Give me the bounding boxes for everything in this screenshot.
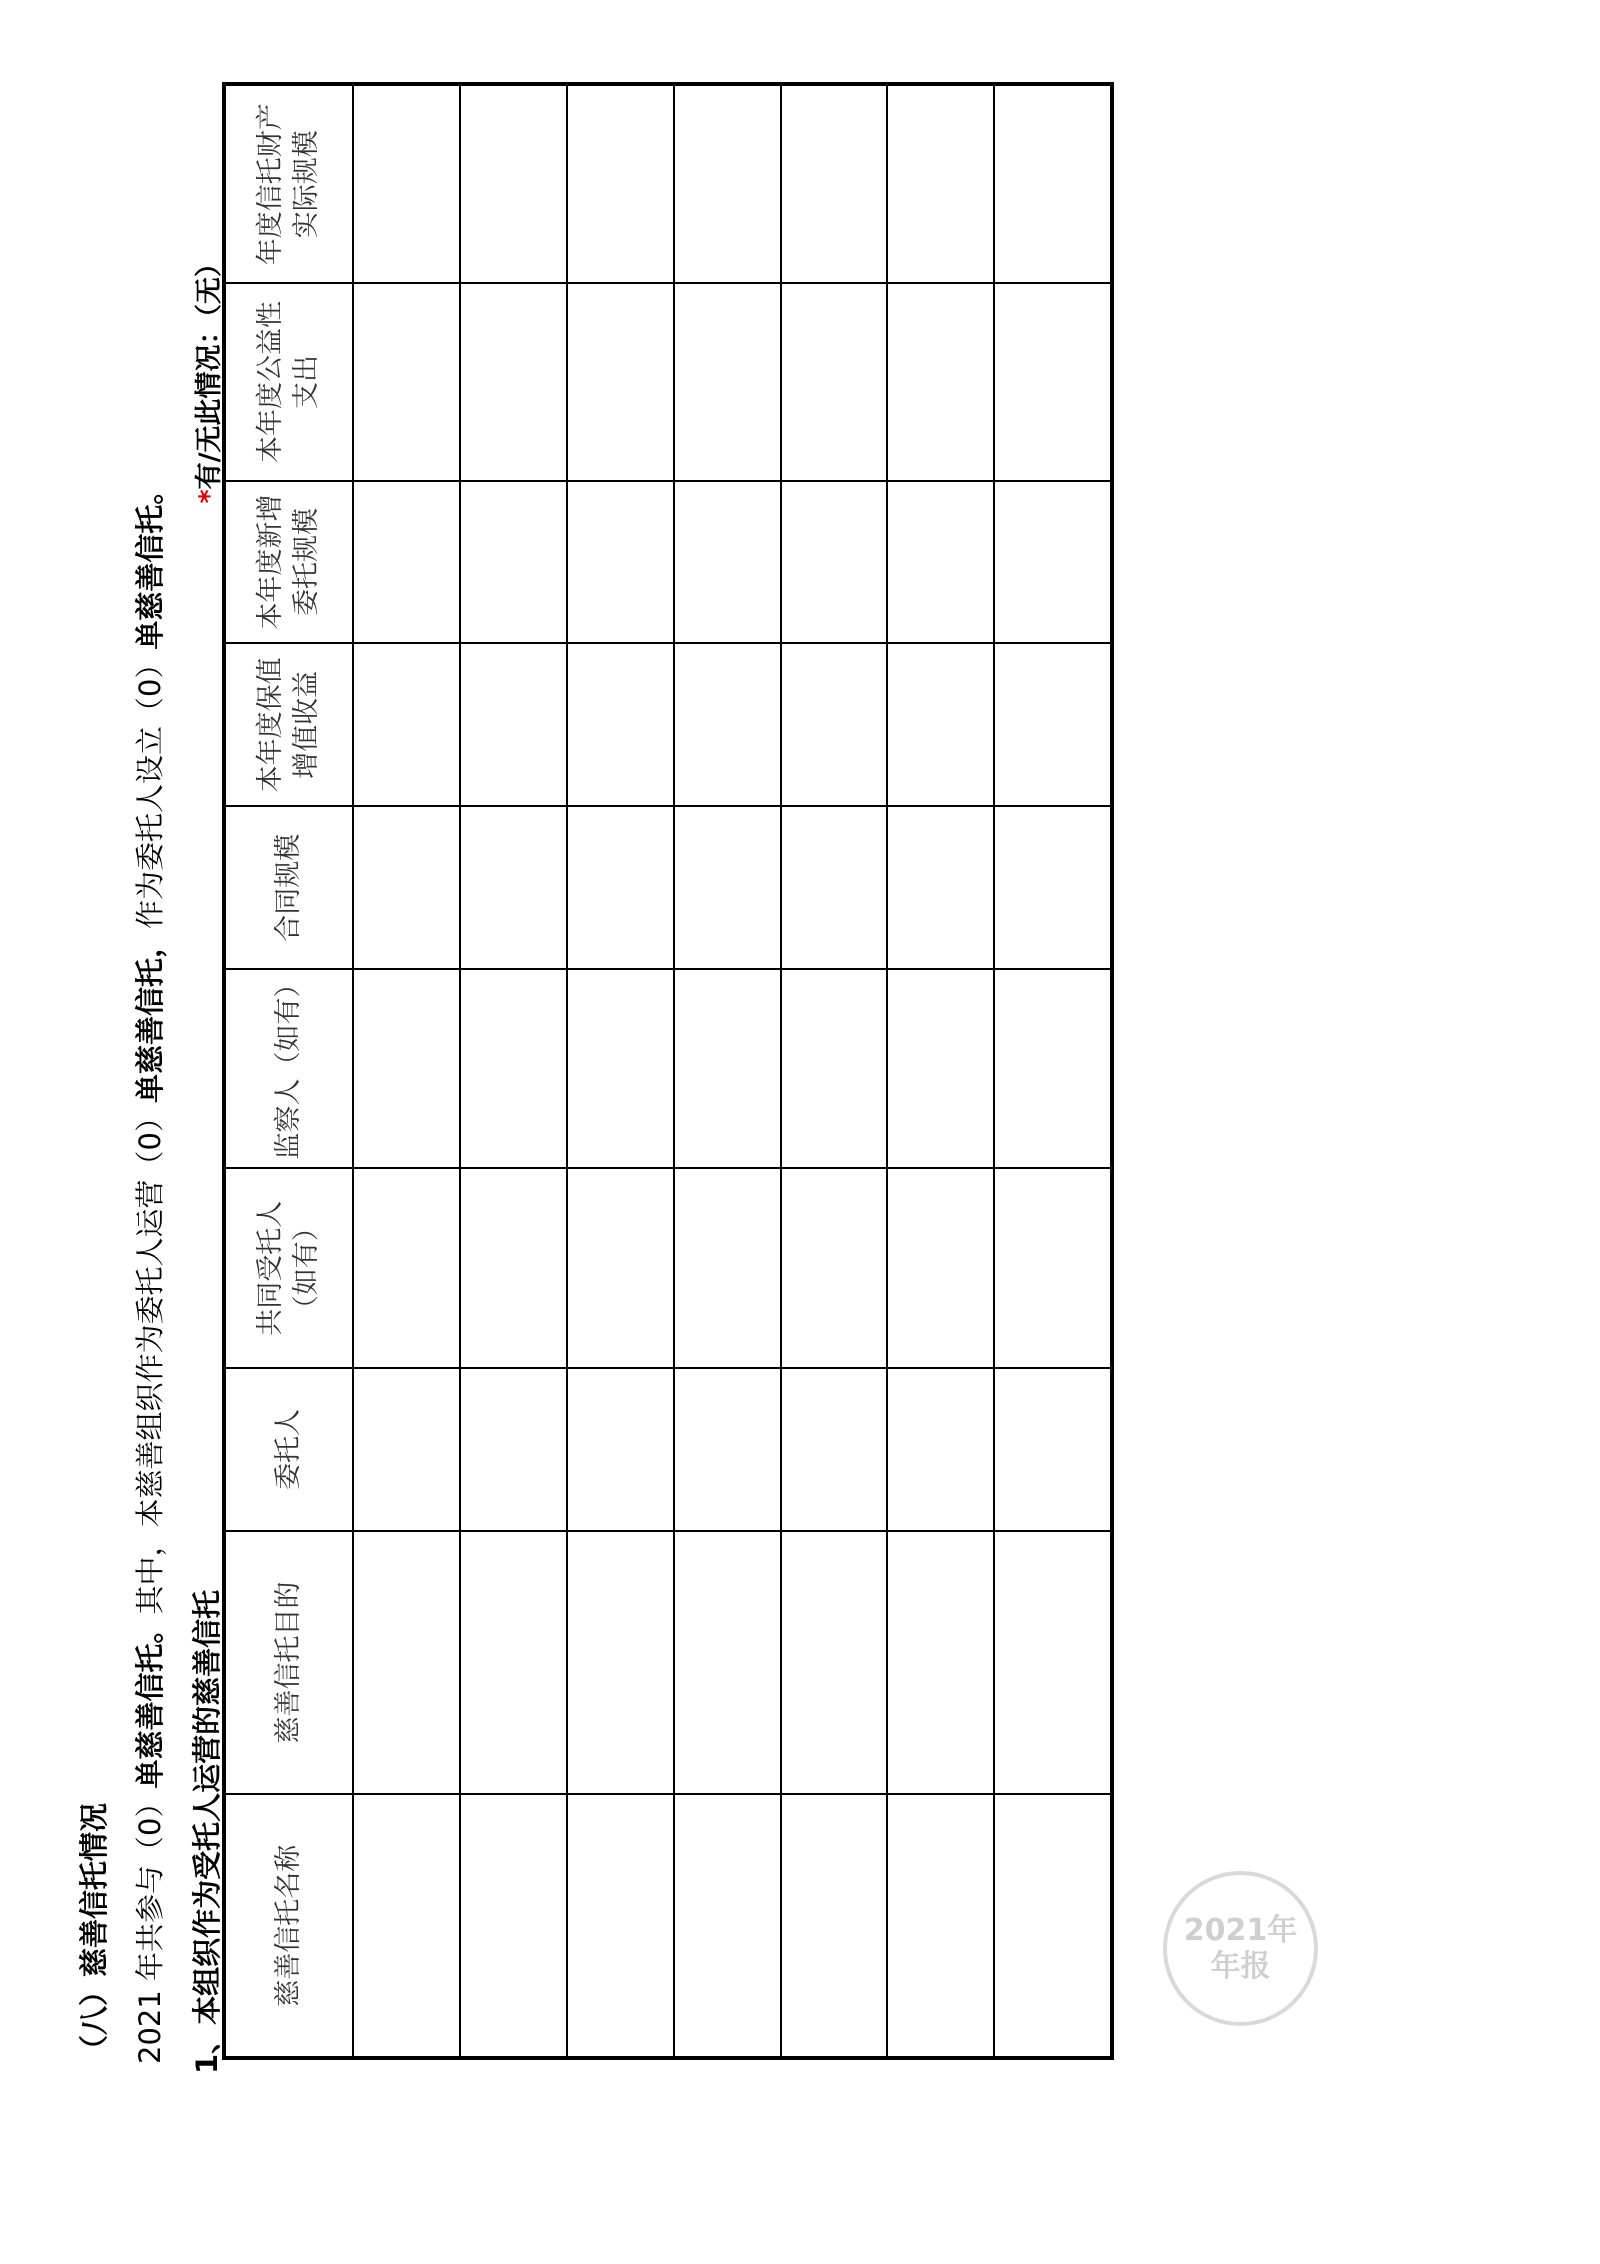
table-cell [674,1169,781,1368]
table-cell [781,1368,888,1531]
table-cell [781,1169,888,1368]
table-cell [674,1531,781,1795]
header-cell: 年度信托财产实际规模 [224,84,353,283]
table-cell [567,481,674,644]
summary-part-2: 单慈善信托。 [133,1614,167,1789]
table-row [674,84,781,2058]
summary-part-6: 单慈善信托。 [133,475,167,650]
table-cell [353,643,460,806]
table-cell [887,1368,994,1531]
summary-part-5: 作为委托人设立（0） [133,649,167,930]
table-cell [353,1794,460,2058]
header-cell: 慈善信托名称 [224,1794,353,2058]
table-cell [460,283,567,480]
table-cell [887,1531,994,1795]
watermark-line-1: 2021年 [1183,1912,1298,1948]
table-row [994,84,1112,2058]
table-cell [567,806,674,969]
status-indicator [187,250,226,504]
table-cell [674,643,781,806]
table-cell [567,1794,674,2058]
header-cell: 监察人（如有） [224,969,353,1168]
table-cell [781,1531,888,1795]
table-cell [353,1531,460,1795]
table-cell [674,481,781,644]
header-cell: 本年度公益性支出 [224,283,353,480]
table-cell [887,1794,994,2058]
table-header-row [224,84,353,2058]
table-cell [781,806,888,969]
subsection-title: 1、本组织作为受托人运营的慈善信托 [190,1589,224,2074]
table-cell [887,1169,994,1368]
table-cell [887,84,994,283]
table-cell [994,806,1112,969]
watermark-line-2: 年报 [1210,1948,1271,1984]
table-cell [887,643,994,806]
table-cell [353,969,460,1168]
table-cell [994,283,1112,480]
table-cell [460,1169,567,1368]
table-cell [460,1531,567,1795]
header-cell: 委托人 [224,1368,353,1531]
table-cell [460,643,567,806]
table-cell [674,1368,781,1531]
table-cell [994,643,1112,806]
table-cell [781,969,888,1168]
table-cell [460,1794,567,2058]
table-cell [567,1169,674,1368]
status-label: 有/无此情况：（无） [194,250,225,490]
table-cell [353,1169,460,1368]
table-cell [994,1531,1112,1795]
table-row [567,84,674,2058]
table-cell [781,481,888,644]
table-cell [887,283,994,480]
table-cell [781,1794,888,2058]
table-cell [887,806,994,969]
summary-part-1: 2021 年共参与（0） [133,1788,167,2064]
table-cell [460,1368,567,1531]
table-cell [353,806,460,969]
table-cell [567,1368,674,1531]
charity-trust-table [222,82,1114,2060]
header-cell: 本年度新增委托规模 [224,481,353,644]
table-cell [674,969,781,1168]
table-cell [994,1368,1112,1531]
table-cell [887,969,994,1168]
table-body [353,84,1112,2058]
table-cell [353,84,460,283]
table-cell [887,481,994,644]
header-cell: 合同规模 [224,806,353,969]
table-cell [567,283,674,480]
table-cell [994,1794,1112,2058]
table-cell [674,84,781,283]
table-cell [781,84,888,283]
summary-part-4: 单慈善信托， [133,929,167,1104]
table-row [781,84,888,2058]
table-cell [994,84,1112,283]
table-cell [567,969,674,1168]
table-cell [353,283,460,480]
table-row [353,84,460,2058]
table-cell [674,1794,781,2058]
table-row [460,84,567,2058]
table-cell [567,1531,674,1795]
table-cell [674,806,781,969]
summary-line [128,476,169,2064]
header-cell: 共同受托人（如有） [224,1169,353,1368]
section-title: （八）慈善信托情况 [77,1802,111,2064]
table-row [887,84,994,2058]
header-cell: 本年度保值增值收益 [224,643,353,806]
table-cell [781,283,888,480]
table-cell [994,1169,1112,1368]
table-cell [460,806,567,969]
table-cell [460,969,567,1168]
table-cell [781,643,888,806]
summary-part-3: 其中，本慈善组织作为委托人运营（0） [133,1103,167,1615]
table-cell [353,481,460,644]
table-cell [353,1368,460,1531]
table-cell [460,481,567,644]
table-cell [460,84,567,283]
table-cell [994,481,1112,644]
header-cell: 慈善信托目的 [224,1531,353,1795]
table-cell [567,643,674,806]
required-star: * [194,489,225,504]
table-cell [674,283,781,480]
table-cell [567,84,674,283]
annual-report-watermark [1163,1871,1318,2026]
table-cell [994,969,1112,1168]
